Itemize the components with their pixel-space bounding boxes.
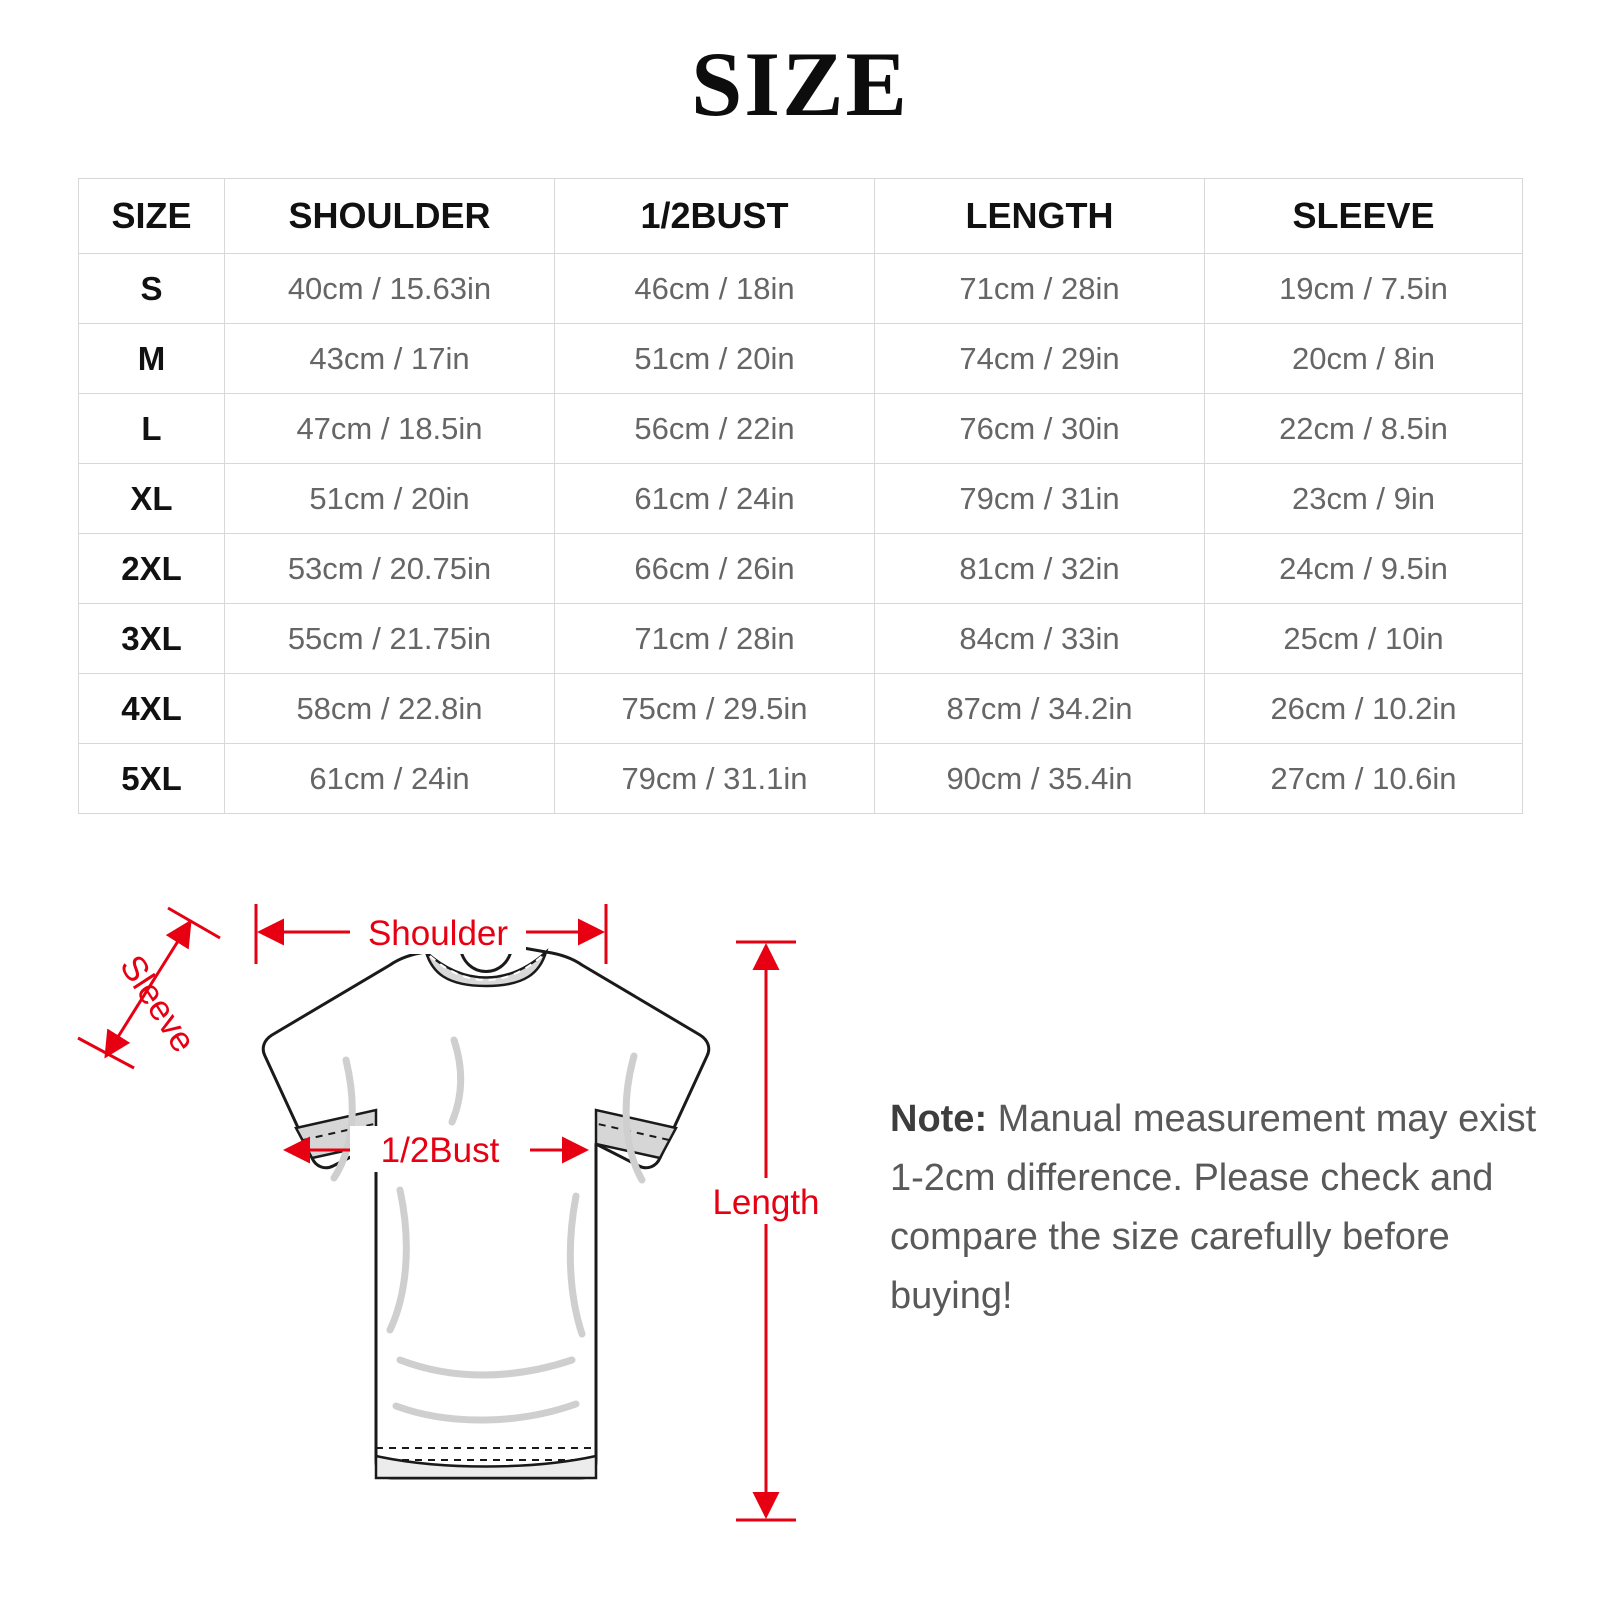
cell-bust: 75cm / 29.5in — [555, 674, 875, 744]
table-row — [79, 324, 1523, 394]
size-chart-table — [78, 178, 1523, 814]
sleeve-label: Sleeve — [112, 948, 204, 1060]
table-row — [79, 394, 1523, 464]
cell-shoulder: 40cm / 15.63in — [225, 254, 555, 324]
note-label: Note: — [890, 1098, 988, 1140]
shoulder-label: Shoulder — [367, 914, 509, 953]
cell-length: 79cm / 31in — [875, 464, 1205, 534]
page-title: SIZE — [691, 33, 909, 135]
table-row — [79, 254, 1523, 324]
length-dimension — [710, 942, 822, 1520]
cell-sleeve: 19cm / 7.5in — [1205, 254, 1523, 324]
cell-shoulder: 47cm / 18.5in — [225, 394, 555, 464]
cell-shoulder: 53cm / 20.75in — [225, 534, 555, 604]
cell-sleeve: 22cm / 8.5in — [1205, 394, 1523, 464]
cell-bust: 61cm / 24in — [555, 464, 875, 534]
cell-sleeve: 23cm / 9in — [1205, 464, 1523, 534]
column-header-length: LENGTH — [875, 179, 1205, 254]
cell-size: XL — [79, 464, 225, 534]
cell-bust: 56cm / 22in — [555, 394, 875, 464]
cell-sleeve: 24cm / 9.5in — [1205, 534, 1523, 604]
cell-size: 2XL — [79, 534, 225, 604]
length-label: Length — [712, 1183, 820, 1222]
bust-label: 1/2Bust — [380, 1131, 500, 1170]
table-row — [79, 534, 1523, 604]
cell-length: 76cm / 30in — [875, 394, 1205, 464]
note-text: Manual measurement may exist 1-2cm difference. Please check and compare the size carefully before buying! — [890, 1098, 1537, 1317]
cell-shoulder: 43cm / 17in — [225, 324, 555, 394]
cell-size: S — [79, 254, 225, 324]
cell-length: 81cm / 32in — [875, 534, 1205, 604]
tshirt-illustration — [263, 946, 709, 1478]
column-header-size: SIZE — [79, 179, 225, 254]
cell-size: 4XL — [79, 674, 225, 744]
table-header-row — [79, 179, 1523, 254]
column-header-bust: 1/2BUST — [555, 179, 875, 254]
cell-bust: 51cm / 20in — [555, 324, 875, 394]
cell-shoulder: 51cm / 20in — [225, 464, 555, 534]
cell-shoulder: 61cm / 24in — [225, 744, 555, 814]
cell-bust: 71cm / 28in — [555, 604, 875, 674]
column-header-sleeve: SLEEVE — [1205, 179, 1523, 254]
cell-shoulder: 55cm / 21.75in — [225, 604, 555, 674]
cell-length: 71cm / 28in — [875, 254, 1205, 324]
cell-length: 90cm / 35.4in — [875, 744, 1205, 814]
note-block — [890, 1090, 1550, 1326]
cell-size: 3XL — [79, 604, 225, 674]
cell-length: 87cm / 34.2in — [875, 674, 1205, 744]
measurement-diagram — [60, 860, 860, 1560]
table-row — [79, 604, 1523, 674]
cell-sleeve: 20cm / 8in — [1205, 324, 1523, 394]
cell-sleeve: 25cm / 10in — [1205, 604, 1523, 674]
cell-bust: 46cm / 18in — [555, 254, 875, 324]
cell-sleeve: 27cm / 10.6in — [1205, 744, 1523, 814]
table-row — [79, 674, 1523, 744]
cell-length: 74cm / 29in — [875, 324, 1205, 394]
cell-sleeve: 26cm / 10.2in — [1205, 674, 1523, 744]
cell-bust: 79cm / 31.1in — [555, 744, 875, 814]
table-row — [79, 744, 1523, 814]
cell-size: 5XL — [79, 744, 225, 814]
cell-size: L — [79, 394, 225, 464]
cell-size: M — [79, 324, 225, 394]
table-row — [79, 464, 1523, 534]
cell-shoulder: 58cm / 22.8in — [225, 674, 555, 744]
sleeve-dimension — [78, 908, 220, 1068]
cell-length: 84cm / 33in — [875, 604, 1205, 674]
cell-bust: 66cm / 26in — [555, 534, 875, 604]
column-header-shoulder: SHOULDER — [225, 179, 555, 254]
